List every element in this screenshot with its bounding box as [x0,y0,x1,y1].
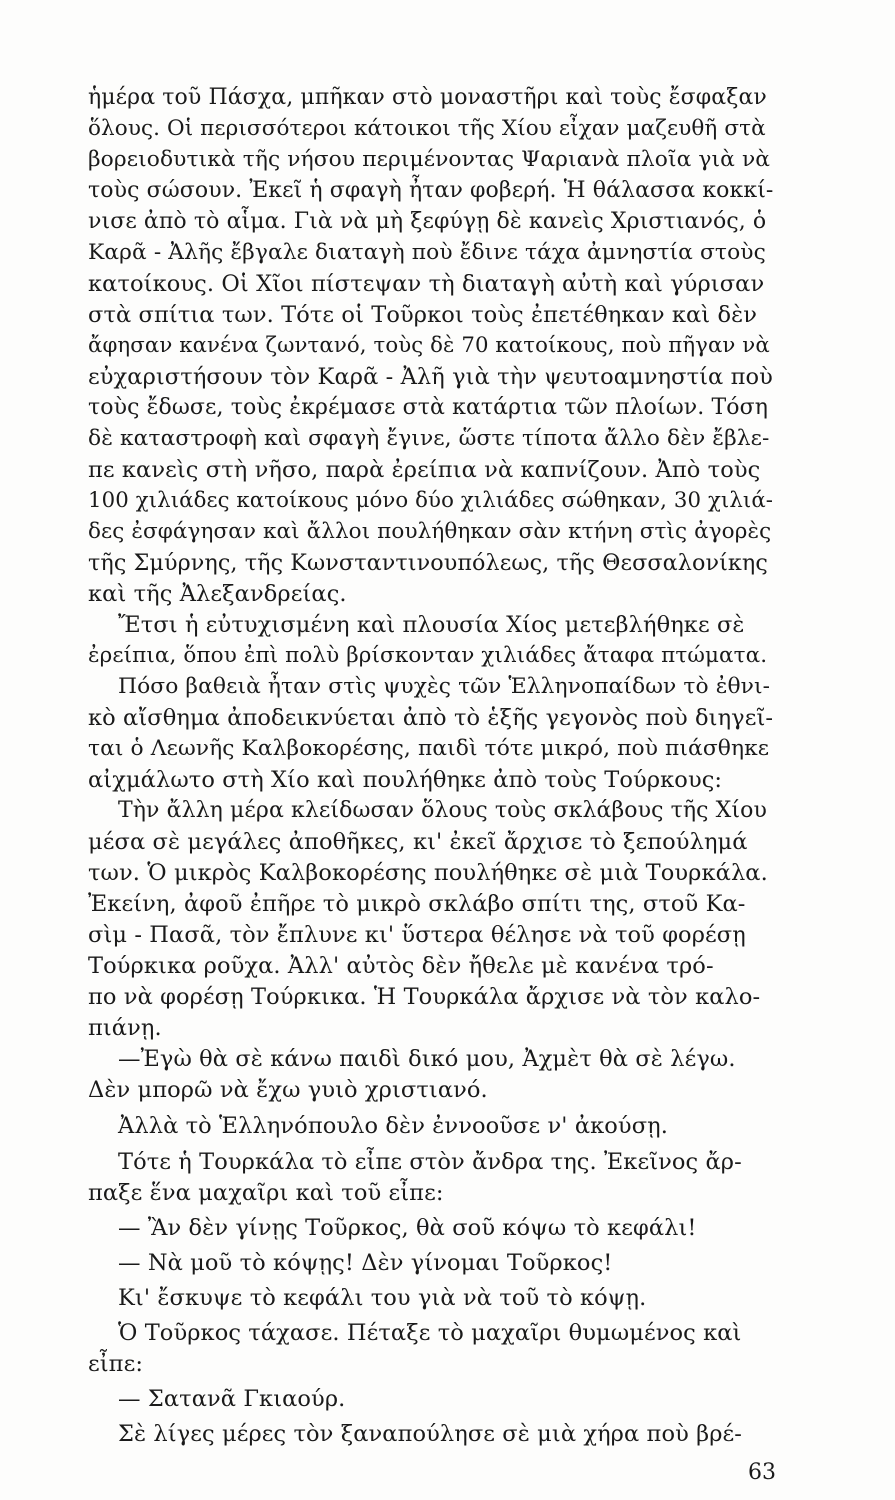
text-line: — Νὰ μοῦ τὸ κόψῃς! Δὲν γίνομαι Τοῦρκος! [118,1250,613,1276]
text-line: Ἔτσι ἡ εὐτυχισμένη καὶ πλουσία Χίος μετεβλήθηκε σὲ [118,612,745,638]
text-line: των. Ὁ μικρὸς Καλβοκορέσης πουλήθηκε σὲ μιὰ Τουρκάλα. [88,860,768,886]
text-line: — Ἂν δὲν γίνῃς Τοῦρκος, θὰ σοῦ κόψω τὸ κεφάλι! [118,1215,697,1241]
text-line: αἰχμάλωτο στὴ Χίο καὶ πουλήθηκε ἀπὸ τοὺς Τούρκους: [88,767,723,793]
text-line: δες ἐσφάγησαν καὶ ἄλλοι πουλήθηκαν σὰν κτήνη στὶς ἀγορὲς [88,519,772,544]
text-line: τοὺς ἔδωσε, τοὺς ἐκρέμασε στὰ κατάρτια τῶν πλοίων. Τόση [88,395,768,420]
text-line: Ἐκείνη, ἀφοῦ ἐπῆρε τὸ μικρὸ σκλάβο σπίτι της, στοῦ Κα- [88,891,746,917]
text-line: Τότε ἡ Τουρκάλα τὸ εἶπε στὸν ἄνδρα της. Ἐκεῖνος ἄρ- [118,1149,742,1175]
text-line: Κι' ἔσκυψε τὸ κεφάλι του γιὰ νὰ τοῦ τὸ κόψῃ. [118,1285,647,1311]
text-line: καὶ τῆς Ἀλεξανδρείας. [88,581,347,607]
text-line: σὶμ - Πασᾶ, τὸν ἔπλυνε κι' ὕστερα θέλησε νὰ τοῦ φορέσῃ [88,922,746,948]
text-line: Τούρκικα ροῦχα. Ἀλλ' αὐτὸς δὲν ἤθελε μὲ κανένα τρό- [88,953,714,979]
text-line: ἡμέρα τοῦ Πάσχα, μπῆκαν στὸ μοναστῆρι καὶ τοὺς ἔσφαξαν [88,85,767,110]
page-number: 63 [748,1460,776,1485]
text-line: 100 χιλιάδες κατοίκους μόνο δύο χιλιάδες σώθηκαν, 30 χιλιά- [88,488,774,513]
text-line: Ἀλλὰ τὸ Ἑλληνόπουλο δὲν ἐννοοῦσε ν' ἀκούσῃ. [118,1113,668,1139]
text-line: ἄφησαν κανένα ζωντανό, τοὺς δὲ 70 κατοίκους, ποὺ πῆγαν νὰ [88,333,770,358]
text-line: ται ὁ Λεωνῆς Καλβοκορέσης, παιδὶ τότε μικρό, ποὺ πιάσθηκε [88,736,770,761]
text-line: μέσα σὲ μεγάλες ἀποθῆκες, κι' ἐκεῖ ἄρχισε τὸ ξεπούλημά [88,829,748,855]
text-line: νισε ἀπὸ τὸ αἷμα. Γιὰ νὰ μὴ ξεφύγῃ δὲ κανεὶς Χριστιανός, ὁ [88,209,767,234]
text-line: πε κανεὶς στὴ νῆσο, παρὰ ἐρείπια νὰ καπνίζουν. Ἀπὸ τοὺς [88,457,761,483]
text-line: ὅλους. Οἱ περισσότεροι κάτοικοι τῆς Χίου εἶχαν μαζευθῆ στὰ [88,116,766,141]
text-line: τοὺς σώσουν. Ἐκεῖ ἡ σφαγὴ ἦταν φοβερή. Ἡ θάλασσα κοκκί- [88,178,774,203]
text-line: βορειοδυτικὰ τῆς νήσου περιμένοντας Ψαριανὰ πλοῖα γιὰ νὰ [88,147,771,172]
text-line: Σὲ λίγες μέρες τὸν ξαναπούλησε σὲ μιὰ χήρα ποὺ βρέ- [118,1421,743,1447]
text-line: —Ἐγὼ θὰ σὲ κάνω παιδὶ δικό μου, Ἀχμὲτ θὰ σὲ λέγω. [118,1046,736,1072]
text-line: ἐρείπια, ὅπου ἐπὶ πολὺ βρίσκονταν χιλιάδες ἄταφα πτώματα. [88,643,768,668]
text-line: — Σατανᾶ Γκιαούρ. [118,1386,346,1412]
text-line: Δὲν μπορῶ νὰ ἔχω γυιὸ χριστιανό. [88,1077,488,1103]
text-line: κὸ αἴσθημα ἀποδεικνύεται ἀπὸ τὸ ἑξῆς γεγονὸς ποὺ διηγεῖ- [88,705,774,731]
text-line: Ὁ Τοῦρκος τάχασε. Πέταξε τὸ μαχαῖρι θυμωμένος καὶ [118,1320,742,1346]
text-line: Καρᾶ - Ἀλῆς ἔβγαλε διαταγὴ ποὺ ἔδινε τάχα ἀμνηστία στοὺς [88,240,766,265]
text-line: πιάνῃ. [88,1015,162,1041]
text-line: εὐχαριστήσουν τὸν Καρᾶ - Ἀλῆ γιὰ τὴν ψευτοαμνηστία ποὺ [88,364,773,390]
text-line: εἶπε: [88,1351,144,1377]
text-line: πο νὰ φορέσῃ Τούρκικα. Ἡ Τουρκάλα ἄρχισε νὰ τὸν καλο- [88,984,761,1010]
text-line: τῆς Σμύρνης, τῆς Κωνσταντινουπόλεως, τῆς Θεσσαλονίκης [88,550,768,576]
text-line: Πόσο βαθειὰ ἦταν στὶς ψυχὲς τῶν Ἑλληνοπαίδων τὸ ἐθνι- [118,674,771,699]
text-line: κατοίκους. Οἱ Χῖοι πίστεψαν τὴ διαταγὴ αὐτὴ καὶ γύρισαν [88,271,765,297]
text-line: στὰ σπίτια των. Τότε οἱ Τοῦρκοι τοὺς ἐπετέθηκαν καὶ δὲν [88,302,758,328]
text-line: δὲ καταστροφὴ καὶ σφαγὴ ἔγινε, ὥστε τίποτα ἄλλο δὲν ἔβλε- [88,426,770,451]
text-line: παξε ἕνα μαχαῖρι καὶ τοῦ εἶπε: [88,1180,444,1206]
text-line: Τὴν ἄλλη μέρα κλείδωσαν ὅλους τοὺς σκλάβους τῆς Χίου [118,798,767,823]
